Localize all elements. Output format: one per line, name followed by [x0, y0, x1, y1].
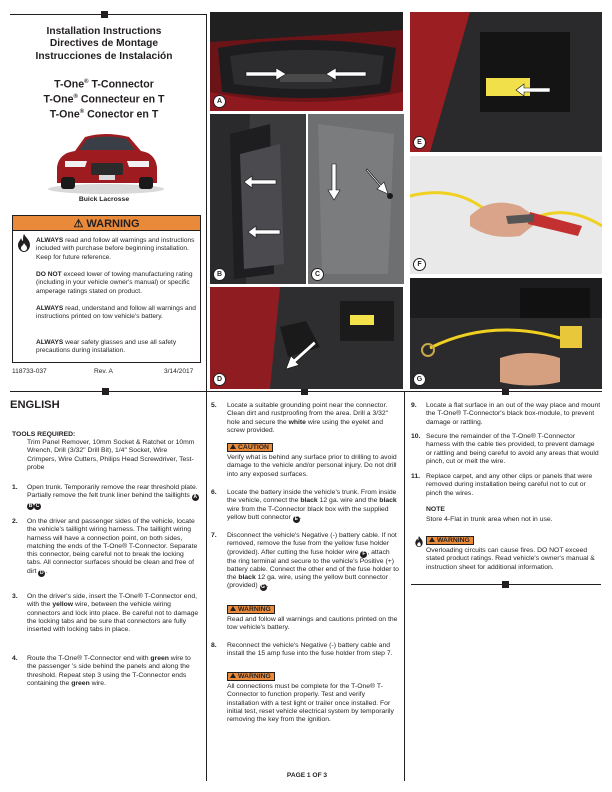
caution-text: Verify what is behind any surface prior to drilling to avoid damage to the vehicle and/or personal injury. Do not drill into any exposed surfaces.	[227, 454, 397, 478]
top-notch	[101, 11, 108, 18]
column-3-end-notch	[502, 581, 509, 588]
product-name-english: T-One® T-Connector	[54, 78, 154, 91]
vehicle-name: Buick Lacrosse	[78, 196, 130, 203]
warning-4-text: Overloading circuits can cause fires. DO NOT exceed stated product ratings. Read vehicle's owner's manual & instruction sheet for additional information.	[426, 547, 595, 571]
panel-e-badge: E	[413, 136, 426, 149]
warning-triangle-icon-3	[230, 673, 236, 678]
step-9-number: 9.	[411, 402, 417, 409]
column-divider-1	[206, 391, 207, 781]
step-1-text: Open trunk. Temporarily remove the rear threshold plate. Partially remove the felt trunk liner behind the taillights AB C	[27, 484, 198, 510]
step-11-number: 11.	[411, 473, 421, 480]
step-10-number: 10.	[411, 433, 421, 440]
fire-hazard-icon-small	[414, 536, 424, 547]
note-text: Store 4-Flat in trunk area when not in use.	[426, 516, 553, 523]
tools-heading: TOOLS REQUIRED:	[12, 431, 76, 438]
installation-titles	[12, 26, 196, 63]
title-spanish: Instrucciones de Instalación	[35, 50, 173, 62]
title-english: Installation Instructions	[46, 26, 162, 37]
step-2-number: 2.	[12, 518, 18, 525]
panel-f-badge: F	[413, 258, 426, 271]
header-divider	[206, 14, 207, 392]
step-7-number: 7.	[211, 532, 217, 539]
warning-paragraph-4: ALWAYS wear safety glasses and use all safety precautions during installation.	[36, 339, 177, 355]
warning-triangle-icon-4	[429, 537, 435, 542]
warning-tag-4: WARNING	[426, 536, 474, 545]
part-number: 118733-037	[12, 368, 47, 375]
step-6-number: 6.	[211, 489, 217, 496]
panel-d-badge: D	[213, 373, 226, 386]
product-names	[12, 76, 196, 121]
header-bottom-notch-1	[102, 388, 109, 395]
warning-3-text: All connections must be complete for the T-One® T-Connector to function properly. Test and verify installation with a test light or trailer once installed. For initial test, reset vehicle electrical system by temporarily removing the key from the ignition.	[227, 683, 394, 724]
step-4-text: Route the T-One® T-Connector end with green wire to the passenger 's side behind the panels and along the threshold. Repeat step 3 using the T-Connector ends containing the green wire.	[27, 655, 191, 687]
tools-list: Trim Panel Remover, 10mm Socket & Ratchet or 10mm Wrench, Drill (3/32" Drill Bit), 1/4" Socket, Wire Crimpers, Wire Cutters, Philips Head Screwdriver, Test-probe	[27, 439, 195, 471]
header-bottom-notch-2	[301, 388, 308, 395]
header-bottom-notch-3	[502, 388, 509, 395]
ref-b-icon: B	[28, 503, 33, 510]
photo-panel-c	[308, 114, 404, 284]
step-5-text: Locate a suitable grounding point near the connector. Clean dirt and rustproofing from the area. Drill a 3/32" hole and secure the white wire using the eyelet and screw provided.	[227, 402, 389, 434]
step-3-text: On the driver's side, insert the T-One® T-Connector end, with the yellow wire, between the vehicle wiring connectors and lock into place. Be careful not to damage the locking tabs and be sure that connectors are fully inserted with locking tabs in place.	[27, 593, 199, 634]
step-9-text: Locate a flat surface in an out of the way place and mount the T-One® T-Connector's black box-module, to prevent damage or rattling.	[426, 402, 601, 426]
vehicle-image	[45, 123, 167, 196]
warning-paragraph-3: ALWAYS read, understand and follow all warnings and instructions printed on tow vehicle's battery.	[36, 305, 196, 321]
note-heading: NOTE	[426, 506, 445, 513]
step-2-text: On the driver and passenger sides of the vehicle, locate the vehicle's taillight wiring harness. The taillight wiring harness will have a connection point, on both sides, matching the ends of the T-One® T-Connector. Separate this connector, being careful not to break the locking tabs. All connector surfaces should be clean and free of dirt D .	[27, 518, 198, 576]
revision: Rev. A	[94, 368, 113, 375]
ref-g-icon: G	[261, 584, 265, 591]
warning-tag-3: WARNING	[227, 672, 275, 681]
section-heading-english: ENGLISH	[10, 399, 60, 411]
step-10-text: Secure the remainder of the T-One® T-Connector harness with the cable ties provided, to prevent damage or rattling and being careful to avoid any areas that would pinch, cut or melt the wire.	[426, 433, 599, 465]
ref-a-icon: A	[193, 494, 198, 501]
warning-2-text: Read and follow all warnings and cautions printed on the tow vehicle's battery.	[227, 616, 398, 632]
caution-tag: CAUTION	[227, 443, 273, 452]
step-4-number: 4.	[12, 655, 18, 662]
step-8-text: Reconnect the vehicle's Negative (-) battery cable and install the 15 amp fuse into the fuse holder from step 7.	[227, 642, 393, 658]
product-name-spanish: T-One® Conector en T	[49, 108, 159, 121]
panel-a-badge: A	[213, 95, 226, 108]
product-name-french: T-One® Connecteur en T	[43, 93, 165, 106]
fire-hazard-icon	[16, 234, 32, 252]
photo-panel-a	[210, 12, 403, 111]
panel-g-badge: G	[413, 373, 426, 386]
warning-triangle-icon-2	[230, 606, 236, 611]
title-french: Directives de Montage	[49, 38, 159, 50]
step-8-number: 8.	[211, 642, 217, 649]
photo-panel-g	[410, 278, 602, 389]
photo-panel-f	[410, 156, 602, 274]
step-3-number: 3.	[12, 593, 18, 600]
step-5-number: 5.	[211, 402, 217, 409]
step-6-text: Locate the battery inside the vehicle's trunk. From inside the vehicle, connect the black 12 ga. wire and the black wire from the T-Connector black box with the supplied yellow butt connector E .	[227, 489, 397, 522]
warning-banner	[12, 215, 201, 231]
warning-paragraph-1: ALWAYS read and follow all warnings and instructions included with purchase before beginning installation. Keep for future reference.	[36, 237, 195, 261]
top-rule	[10, 14, 206, 15]
warning-paragraph-2: DO NOT exceed lower of towing manufacturing rating (including in your vehicle owner's manual) or specific amperage ratings stated on product.	[36, 271, 193, 295]
photo-panel-e	[410, 12, 602, 152]
photo-panel-d	[210, 287, 403, 389]
step-11-text: Replace carpet, and any other clips or panels that were removed during installation being careful not to cut or pinch the wires.	[426, 473, 593, 497]
ref-f-icon: F	[362, 550, 366, 557]
caution-triangle-icon	[230, 444, 236, 449]
panel-b-badge: B	[213, 268, 226, 281]
panel-c-badge: C	[311, 268, 324, 281]
column-divider-2	[404, 391, 405, 781]
page-number: PAGE 1 OF 3	[286, 772, 328, 779]
ref-d-icon: D	[40, 569, 44, 576]
warning-banner-title: WARNING	[86, 218, 140, 230]
revision-date: 3/14/2017	[164, 368, 194, 375]
warning-tag-2: WARNING	[227, 605, 275, 614]
warning-triangle-icon: ⚠	[73, 218, 84, 230]
photo-panel-b	[210, 114, 306, 284]
step-1-number: 1.	[12, 484, 18, 491]
ref-c-icon: C	[35, 503, 40, 510]
ref-e-icon: E	[294, 515, 298, 522]
step-7-text: Disconnect the vehicle's Negative (-) battery cable. If not removed, remove the fuse from the yellow fuse holder (provided). After cutting the fuse holder wire F , attach the ring terminal and secure to the vehicle's Positive (+) battery cable. Connect the other end of the fuse holder to the black 12 ga. wire, using the yellow butt connector (provided) G .	[227, 532, 399, 591]
